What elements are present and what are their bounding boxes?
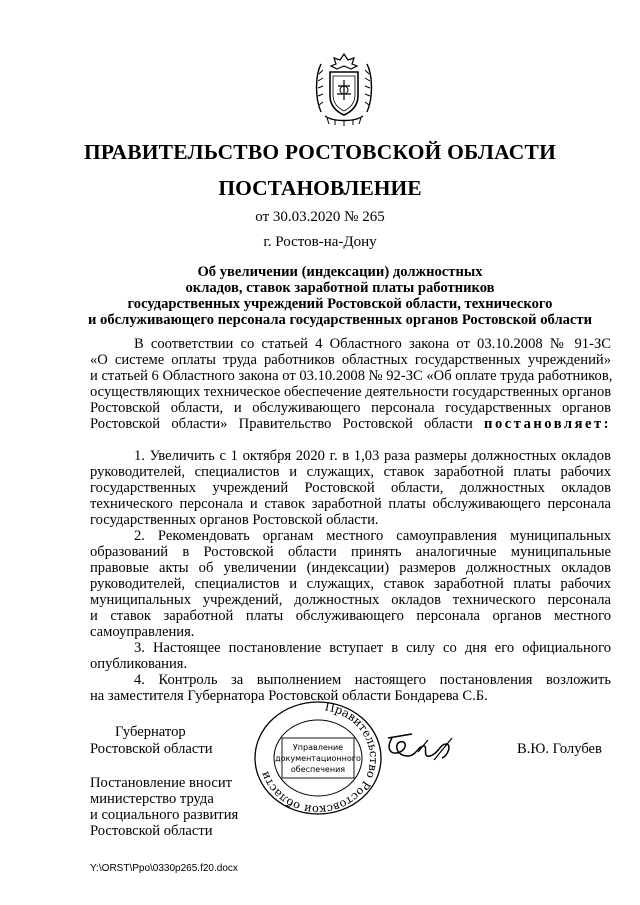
item-line: муниципальных учреждений, должностных окладов технического персонала [90, 592, 611, 608]
item-line: опубликования. [90, 656, 188, 672]
preamble-paragraph [90, 336, 611, 432]
item-line: самоуправления. [90, 624, 195, 640]
authority-title: ПРАВИТЕЛЬСТВО РОСТОВСКОЙ ОБЛАСТИ [83, 140, 556, 164]
position-line: Губернатор [115, 724, 186, 740]
subject-line: и обслуживающего персонала государственных органов Ростовской области [88, 312, 592, 328]
document-date-number: от 30.03.2020 № 265 [255, 209, 385, 225]
preamble-line: и статьей 6 Областного закона от 03.10.2008 № 92-ЗС «Об оплате труда работников, [90, 368, 613, 384]
document-type-title: ПОСТАНОВЛЕНИЕ [218, 176, 422, 200]
item-line: образований в Ростовской области принять аналогичные муниципальные [90, 544, 611, 560]
document-subject [70, 264, 610, 328]
subject-line: государственных учреждений Ростовской области, технического [127, 296, 553, 312]
resolves-word: постановляет: [484, 416, 611, 432]
item-line: 2. Рекомендовать органам местного самоуправления муниципальных [134, 528, 611, 544]
resolution-item-3 [90, 640, 611, 672]
item-line: 3. Настоящее постановление вступает в силу со дня его официального [134, 640, 611, 656]
signatory-position [90, 724, 213, 758]
preamble-line: Ростовской области» Правительство Ростовской области [90, 416, 473, 432]
preamble-line: Ростовской области, и обслуживающего персонала государственных органов [90, 400, 611, 416]
preamble-line: осуществляющих техническое обеспечение деятельности государственных органов [90, 384, 612, 400]
preamble-last-line [90, 416, 611, 432]
preamble-line: «О системе оплаты труда работников областных государственных учреждений» [90, 352, 611, 368]
official-stamp [252, 700, 384, 816]
stamp-ring-text: Правительство Ростовской области [257, 700, 382, 816]
introduced-by-line: Постановление вносит [90, 775, 233, 791]
coat-of-arms-icon [313, 50, 375, 126]
item-line: на заместителя Губернатора Ростовской области Бондарева С.Б. [90, 688, 488, 704]
handwritten-signature-icon [382, 726, 458, 766]
preamble-line: В соответствии со статьей 4 Областного закона от 03.10.2008 № 91-ЗС [134, 336, 611, 352]
item-line: 1. Увеличить с 1 октября 2020 г. в 1,03 раза размеры должностных окладов [134, 448, 611, 464]
position-line: Ростовской области [90, 741, 213, 757]
stamp-center-line: документационного [275, 754, 361, 763]
subject-line: окладов, ставок заработной платы работников [185, 280, 495, 296]
item-line: правовые акты об увеличении (индексации) размеров должностных окладов [90, 560, 611, 576]
document-city: г. Ростов-на-Дону [263, 234, 377, 250]
subject-line: Об увеличении (индексации) должностных [197, 264, 483, 280]
introduced-by-line: министерство труда [90, 791, 214, 807]
item-line: 4. Контроль за выполнением настоящего постановления возложить [134, 672, 611, 688]
introduced-by-line: Ростовской области [90, 823, 213, 839]
item-line: технического персонала и ставок заработной платы обслуживающего персонала [90, 496, 611, 512]
item-line: государственных учреждений Ростовской области, должностных окладов [90, 480, 611, 496]
introduced-by-block [90, 775, 238, 839]
file-path-footer: Y:\ORST\Ppo\0330p265.f20.docx [90, 863, 238, 874]
item-line: руководителей, специалистов и служащих, ставок заработной платы рабочих [90, 464, 611, 480]
item-line: и ставок заработной платы обслуживающего персонала органов местного [90, 608, 611, 624]
signatory-name: В.Ю. Голубев [517, 741, 602, 757]
resolution-item-2 [90, 528, 611, 640]
stamp-center-line: обеспечения [290, 765, 346, 774]
item-line: руководителей, специалистов и служащих, ставок заработной платы рабочих [90, 576, 611, 592]
resolution-item-1 [90, 448, 611, 528]
stamp-center-line: Управление [292, 743, 344, 752]
introduced-by-line: и социального развития [90, 807, 239, 823]
item-line: государственных органов Ростовской области. [90, 512, 379, 528]
